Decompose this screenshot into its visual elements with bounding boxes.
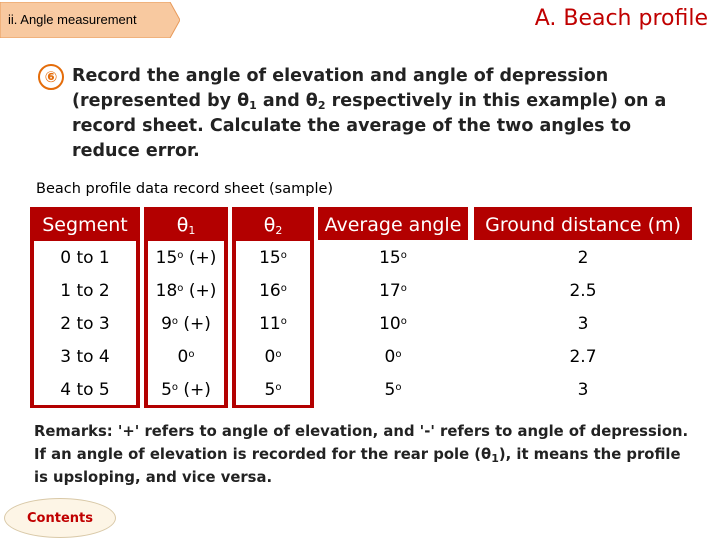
header-segment: Segment bbox=[42, 214, 128, 236]
cell-t1: 9$^o$ (+) bbox=[161, 314, 211, 334]
section-title: A. Beach profile bbox=[534, 6, 708, 31]
section-tag bbox=[0, 2, 180, 38]
cell-avg: 0$^o$ bbox=[384, 347, 402, 367]
step-text: Record the angle of elevation and angle of depression (represented by $\theta_1$ and $\theta_2$ respectively in this example) on a record sheet. Calculate the average of the two angles to reduce error. bbox=[72, 66, 667, 161]
cell-dist: 3 bbox=[577, 314, 589, 334]
cell-t2: 15$^o$ bbox=[259, 248, 287, 268]
cell-dist: 2.5 bbox=[569, 281, 597, 301]
cell-t1: 18$^o$ (+) bbox=[155, 281, 217, 301]
remarks: Remarks: '+' refers to angle of elevation, and '-' refers to angle of depression. If an angle of elevation is recorded for the rear pole $(\theta_1)$, it means the profile is upsloping, and vice versa. bbox=[34, 423, 689, 486]
cell-avg: 15$^o$ bbox=[379, 248, 407, 268]
contents-button[interactable]: Contents bbox=[4, 498, 116, 538]
table-caption: Beach profile data record sheet (sample) bbox=[36, 181, 334, 197]
cell-avg: 17$^o$ bbox=[379, 281, 407, 301]
cell-segment: 2 to 3 bbox=[60, 314, 110, 334]
header-distance: Ground distance (m) bbox=[485, 214, 681, 236]
cell-t1: 0$^o$ bbox=[177, 347, 195, 367]
cell-dist: 2 bbox=[577, 248, 589, 268]
header-theta1: $\theta_1$ bbox=[176, 214, 196, 237]
cell-t1: 5$^o$ (+) bbox=[161, 380, 211, 400]
cell-segment: 0 to 1 bbox=[60, 248, 110, 268]
cell-t2: 5$^o$ bbox=[264, 380, 282, 400]
header-average: Average angle bbox=[324, 214, 462, 236]
cell-segment: 3 to 4 bbox=[60, 347, 110, 367]
cell-t1: 15$^o$ (+) bbox=[155, 248, 217, 268]
cell-dist: 3 bbox=[577, 380, 589, 400]
cell-avg: 5$^o$ bbox=[384, 380, 402, 400]
tag-label: ii. Angle measurement bbox=[8, 12, 137, 27]
cell-t2: 11$^o$ bbox=[259, 314, 287, 334]
cell-segment: 4 to 5 bbox=[60, 380, 110, 400]
step-instruction bbox=[38, 64, 698, 164]
header-theta2: $\theta_2$ bbox=[263, 214, 283, 237]
cell-dist: 2.7 bbox=[569, 347, 597, 367]
step-number-badge: ⑥ bbox=[38, 64, 64, 90]
cell-t2: 16$^o$ bbox=[259, 281, 287, 301]
cell-avg: 10$^o$ bbox=[379, 314, 407, 334]
cell-segment: 1 to 2 bbox=[60, 281, 110, 301]
cell-t2: 0$^o$ bbox=[264, 347, 282, 367]
